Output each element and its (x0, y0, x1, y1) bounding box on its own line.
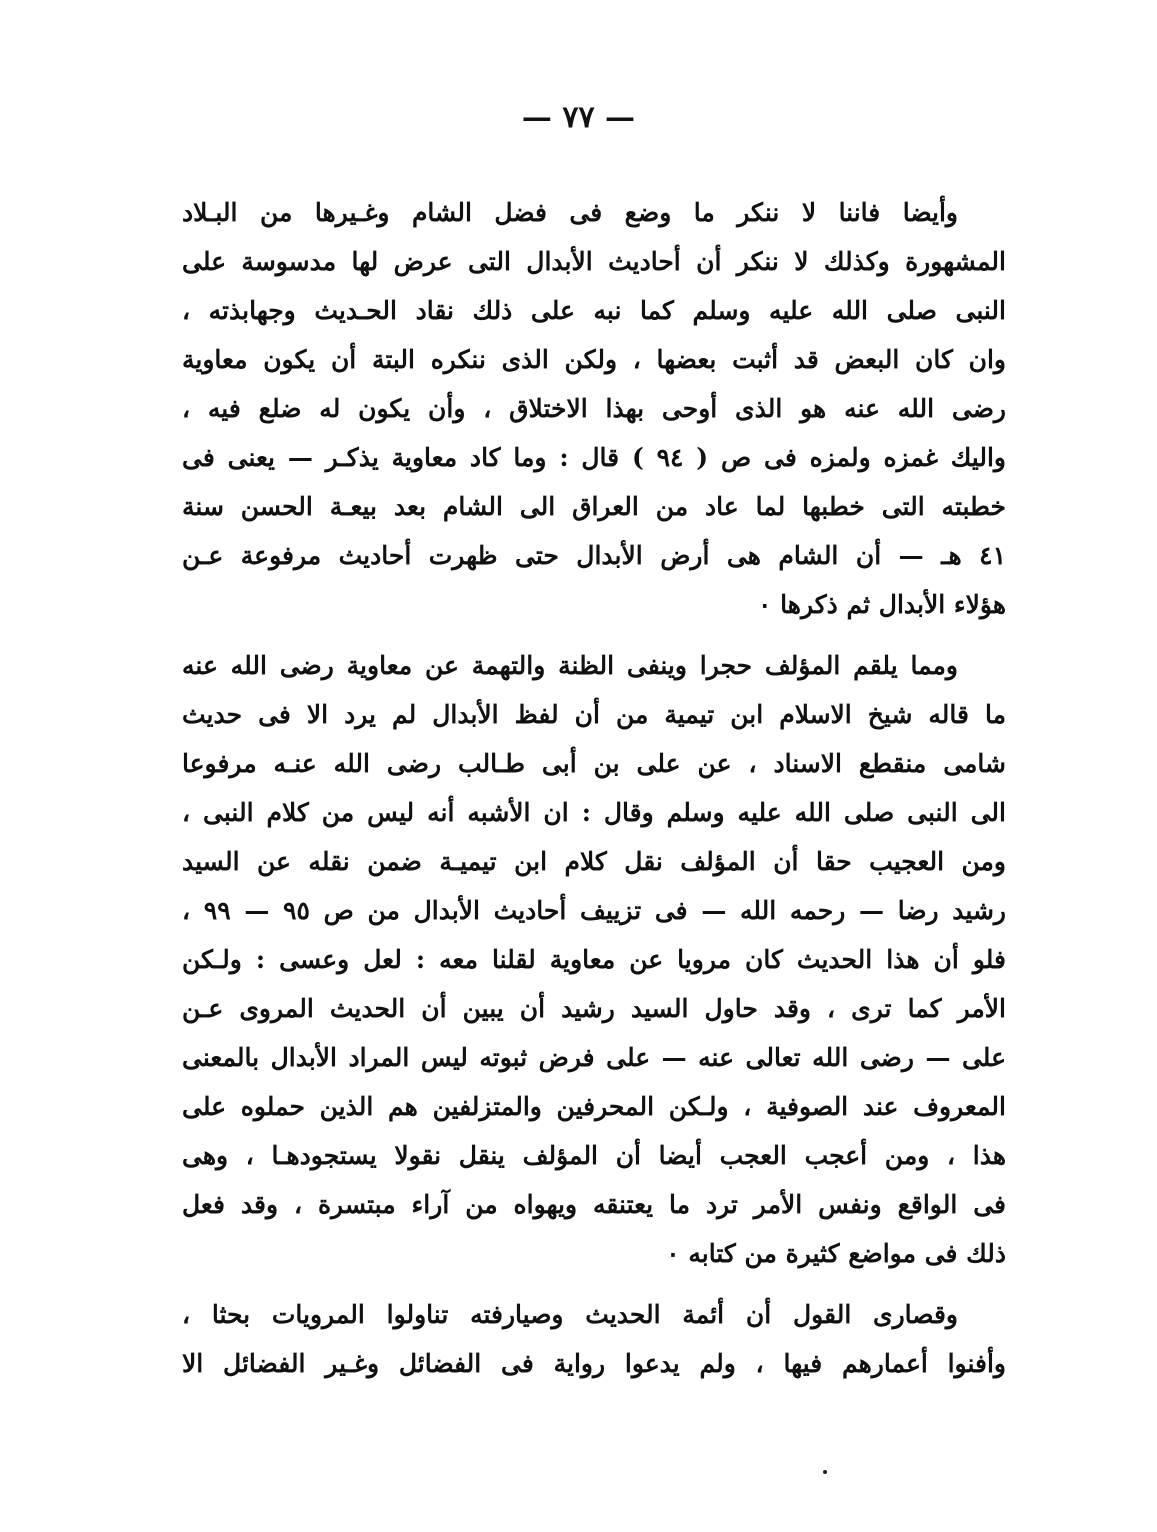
text-line: ما قاله شيخ الاسلام ابن تيمية من أن لفظ الأبدال لم يرد الا فى حديث (182, 700, 1006, 729)
text-line: فلو أن هذا الحديث كان مرويا عن معاوية لقلنا معه : لعل وعسى : ولـكن (182, 945, 1006, 974)
text-line: هؤلاء الأبدال ثم ذكرها ٠ (758, 590, 1006, 619)
body-text (182, 188, 1006, 1388)
text-line: ٤١ هـ — أن الشام هى أرض الأبدال حتى ظهرت أحاديث مرفوعة عـن (182, 541, 1006, 570)
text-line: رشيد رضا — رحمه الله — فى تزييف أحاديث الأبدال من ص ٩٥ — ٩٩ ، (182, 896, 1006, 925)
scan-speck (823, 1470, 827, 1474)
text-line: الأمر كما ترى ، وقد حاول السيد رشيد أن يبين أن الحديث المروى عـن (182, 994, 1006, 1023)
text-line: المعروف عند الصوفية ، ولـكن المحرفين والمتزلفين هم الذين حملوه على (182, 1092, 1006, 1121)
text-line: وقصارى القول أن أئمة الحديث وصيارفته تناولوا المرويات بحثا ، (182, 1300, 958, 1329)
page-number: — ٧٧ — (521, 100, 636, 135)
text-line: شامى منقطع الاسناد ، عن على بن أبى طـالب رضى الله عنـه مرفوعا (182, 749, 1006, 778)
text-line: واليك غمزه ولمزه فى ص ( ٩٤ ) قال : وما كاد معاوية يذكـر — يعنى فى (182, 443, 1006, 472)
text-line: وأيضا فاننا لا ننكر ما وضع فى فضل الشام وغـيرها من البـلاد (182, 198, 958, 227)
text-line: هذا ، ومن أعجب العجب أيضا أن المؤلف ينقل نقولا يستجودهـا ، وهى (182, 1141, 1006, 1170)
text-line: ومما يلقم المؤلف حجرا وينفى الظنة والتهمة عن معاوية رضى الله عنه (182, 651, 958, 680)
text-line: وأفنوا أعمارهم فيها ، ولم يدعوا رواية فى الفضائل وغـير الفضائل الا (182, 1349, 1006, 1378)
text-line: النبى صلى الله عليه وسلم كما نبه على ذلك نقاد الحـديث وجهابذته ، (182, 296, 1006, 325)
paragraph-3 (182, 1290, 1006, 1388)
paragraph-gap (182, 629, 1006, 641)
text-line: على — رضى الله تعالى عنه — على فرض ثبوته ليس المراد الأبدال بالمعنى (182, 1043, 1006, 1072)
paragraph-1 (182, 188, 1006, 629)
text-line: وان كان البعض قد أثبت بعضها ، ولكن الذى ننكره البتة أن يكون معاوية (182, 345, 1006, 374)
text-line: خطبته التى خطبها لما عاد من العراق الى الشام بعد بيعـة الحسن سنة (182, 492, 1006, 521)
paragraph-gap (182, 1278, 1006, 1290)
text-line: فى الواقع ونفس الأمر ترد ما يعتنقه ويهواه من آراء مبتسرة ، وقد فعل (182, 1190, 1006, 1219)
text-line: ومن العجيب حقا أن المؤلف نقل كلام ابن تيميـة ضمن نقله عن السيد (182, 847, 1006, 876)
text-line: ذلك فى مواضع كثيرة من كتابه ٠ (666, 1239, 1006, 1268)
text-line: الى النبى صلى الله عليه وسلم وقال : ان الأشبه أنه ليس من كلام النبى ، (182, 798, 1006, 827)
paragraph-2 (182, 641, 1006, 1278)
text-line: المشهورة وكذلك لا ننكر أن أحاديث الأبدال التى عرض لها مدسوسة على (182, 247, 1006, 276)
text-line: رضى الله عنه هو الذى أوحى بهذا الاختلاق ، وأن يكون له ضلع فيه ، (182, 394, 1006, 423)
